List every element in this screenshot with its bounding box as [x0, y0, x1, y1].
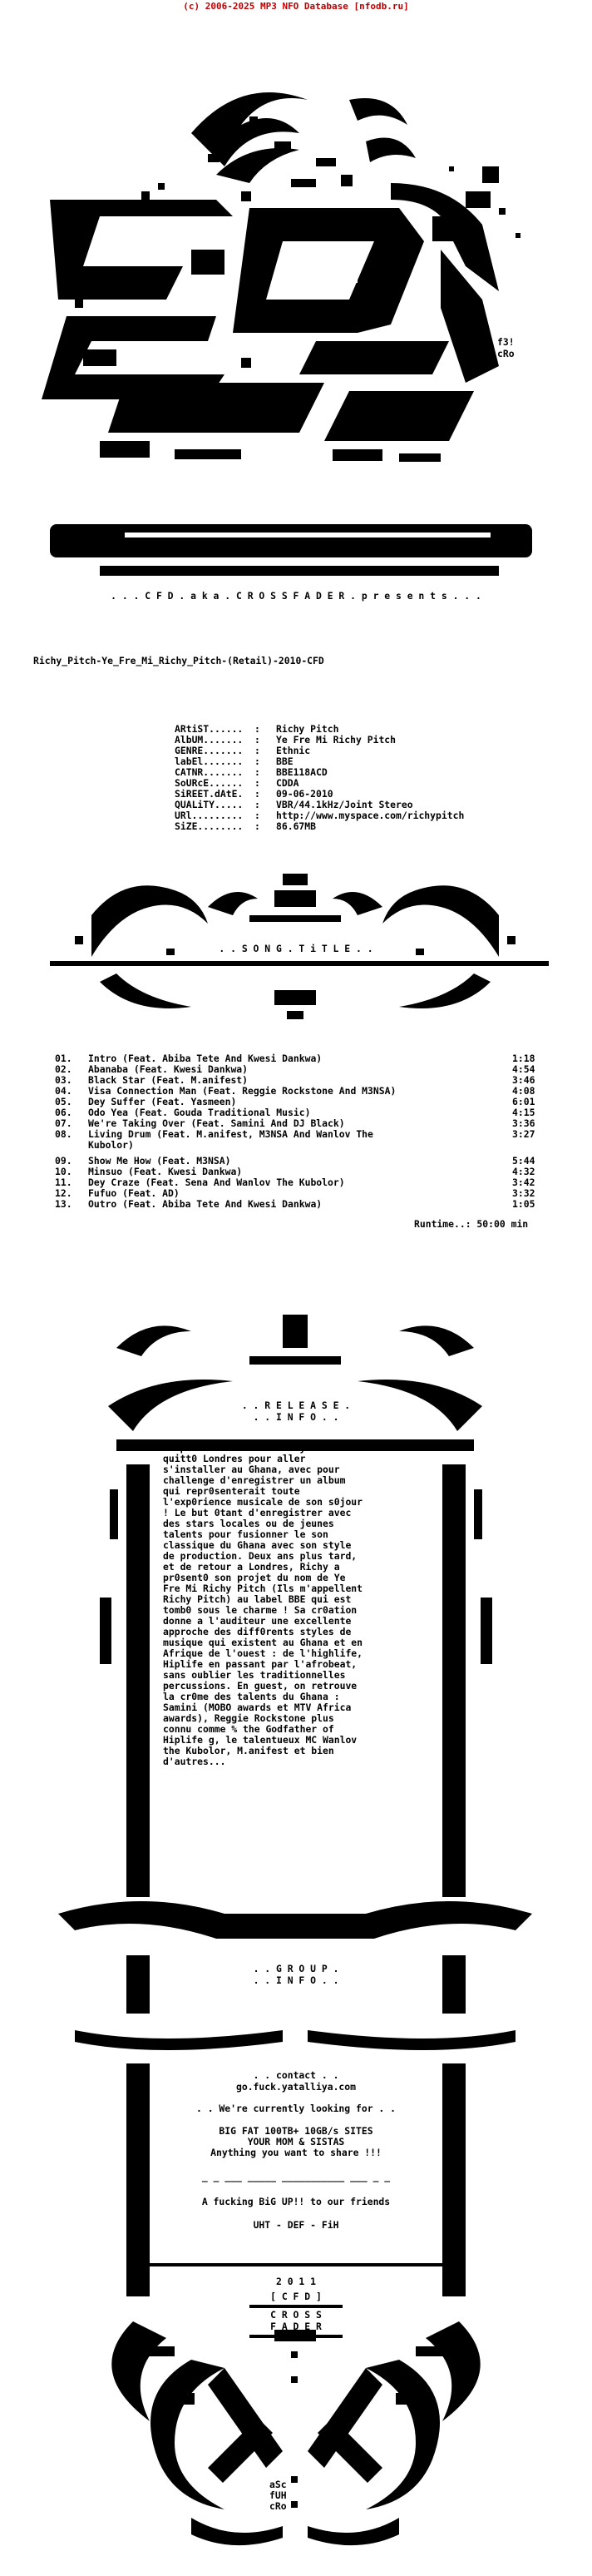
release-text-line: tomb0 sous le charme ! Sa cr0ation [163, 1604, 358, 1616]
dash-divider: _ _ ___ _____ ___________ ___ _ _ [201, 2171, 391, 2182]
info-value: Richy Pitch [276, 723, 339, 735]
release-text-line: s'installer au Ghana, avec pour [163, 1464, 340, 1475]
track-title: Black Star (Feat. M.anifest) [88, 1074, 249, 1086]
friends-line: A fucking BiG UP!! to our friends [201, 2196, 391, 2207]
track-number: 01. [55, 1053, 72, 1064]
track-number: 10. [55, 1166, 72, 1177]
info-key: ARtiST...... [175, 723, 244, 735]
track-title: Outro (Feat. Abiba Tete And Kwesi Dankwa) [88, 1198, 323, 1210]
track-time: 3:46 [512, 1074, 535, 1086]
info-value: http://www.myspace.com/richypitch [276, 810, 465, 821]
track-title: Dey Suffer (Feat. Yasmeen) [88, 1096, 237, 1107]
contact-address: go.fuck.yatalliya.com [235, 2081, 356, 2093]
info-key: GENRE....... [175, 745, 244, 756]
track-title: Dey Craze (Feat. Sena And Wanlov The Kubolor) [88, 1177, 345, 1188]
wanted-line: YOUR MOM & SISTAS [247, 2136, 345, 2147]
info-value: 09-06-2010 [276, 788, 333, 800]
info-key: CATNR....... [175, 766, 244, 778]
release-text-line: l'exp0rience musicale de son s0jour [163, 1496, 363, 1508]
release-text-line: awards), Reggie Rockstone plus [163, 1712, 334, 1724]
track-title: Kubolor) [88, 1139, 134, 1151]
release-text-line: Le producteur et DJ Richy Pitch a [163, 1442, 352, 1454]
info-row: AlbUM....... : Ye Fre Mi Richy Pitch [175, 734, 397, 746]
release-text-line: talents pour fusionner le son [163, 1528, 328, 1540]
wanted-line: Anything you want to share !!! [210, 2147, 382, 2158]
track-title: Living Drum (Feat. M.anifest, M3NSA And Wanlov The [88, 1128, 373, 1140]
info-key: SiZE........ [175, 820, 244, 832]
info-value: CDDA [276, 777, 299, 789]
track-title: Fufuo (Feat. AD) [88, 1187, 180, 1199]
track-time: 3:32 [512, 1187, 535, 1199]
release-text-line: de production. Deux ans plus tard, [163, 1550, 358, 1562]
track-row-continued [0, 1140, 592, 1152]
release-text-line: challenge d'enregistrer un album [163, 1474, 346, 1486]
info-row: SiZE........ : 86.67MB [175, 820, 317, 832]
release-info-label-1: . . R E L E A S E . [241, 1399, 351, 1411]
info-value: Ye Fre Mi Richy Pitch [276, 734, 397, 746]
track-number: 07. [55, 1117, 72, 1129]
nfodb-header: (c) 2006-2025 MP3 NFO Database [nfodb.ru] [183, 1, 409, 12]
track-time: 3:27 [512, 1128, 535, 1140]
track-title: Minsuo (Feat. Kwesi Dankwa) [88, 1166, 243, 1177]
info-key: labEl....... [175, 755, 244, 767]
release-text-line: ! Le but 0tant d'enregistrer avec [163, 1507, 352, 1518]
footer-year: 2 0 1 1 [275, 2276, 316, 2287]
info-key: SoURcE...... [175, 777, 244, 789]
release-text-line: Richy Pitch) au label BBE qui est [163, 1593, 352, 1605]
release-text-line: la cr0me des talents du Ghana : [163, 1691, 340, 1702]
track-number: 05. [55, 1096, 72, 1107]
logo-tag-f3: f3! [497, 336, 515, 348]
track-title: Visa Connection Man (Feat. Reggie Rockstone And M3NSA) [88, 1085, 397, 1097]
friends-groups: UHT - DEF - FiH [253, 2219, 339, 2231]
track-number: 11. [55, 1177, 72, 1188]
info-row: CATNR....... : BBE118ACD [175, 766, 328, 778]
track-row [0, 1199, 592, 1211]
info-row: URl......... : http://www.myspace.com/richypitch [175, 810, 465, 821]
logo-tag-cro: cRo [497, 348, 515, 359]
track-title: We're Taking Over (Feat. Samini And DJ Black) [88, 1117, 345, 1129]
footer-fader: F A D E R [270, 2321, 322, 2332]
info-row: QUALiTY..... : VBR/44.1kHz/Joint Stereo [175, 799, 413, 810]
release-text-line: pr0sent0 son projet du nom de Ye [163, 1572, 346, 1583]
group-info-label-1: . . G R O U P . [253, 1963, 339, 1974]
release-text-line: approche des diff0rents styles de [163, 1626, 352, 1637]
track-time: 3:36 [512, 1117, 535, 1129]
release-text-line: sans oublier les traditionnelles [163, 1669, 346, 1681]
track-title: Abanaba (Feat. Kwesi Dankwa) [88, 1063, 249, 1075]
signature: cRo [269, 2500, 287, 2512]
release-text-line: des stars locales ou de jeunes [163, 1518, 334, 1529]
info-row: GENRE....... : Ethnic [175, 745, 311, 756]
footer-cross: C R O S S [270, 2309, 322, 2321]
release-text-line: Afrique de l'ouest : de l'highlife, [163, 1647, 363, 1659]
track-title: Odo Yea (Feat. Gouda Traditional Music) [88, 1107, 311, 1118]
runtime: Runtime..: 50:00 min [414, 1218, 529, 1230]
track-time: 1:05 [512, 1198, 535, 1210]
track-number: 09. [55, 1155, 72, 1167]
release-text-line: classique du Ghana avec son style [163, 1539, 352, 1551]
info-row: SiREET.dAtE. : 09-06-2010 [175, 788, 333, 800]
info-key: AlbUM....... [175, 734, 244, 746]
track-number: 08. [55, 1128, 72, 1140]
release-name: Richy_Pitch-Ye_Fre_Mi_Richy_Pitch-(Retail)-2010-CFD [33, 655, 324, 666]
wanted-line: BIG FAT 100TB+ 10GB/s SITES [219, 2125, 373, 2137]
release-text-line: Hiplife en passant par l'afrobeat, [163, 1658, 358, 1670]
info-value: BBE118ACD [276, 766, 328, 778]
signature: aSc [269, 2479, 287, 2490]
footer-cfd-tag: [ C F D ] [270, 2291, 322, 2302]
track-title: Intro (Feat. Abiba Tete And Kwesi Dankwa) [88, 1053, 323, 1064]
info-row: ARtiST...... : Richy Pitch [175, 723, 339, 735]
track-time: 5:44 [512, 1155, 535, 1167]
track-time: 4:08 [512, 1085, 535, 1097]
track-time: 4:32 [512, 1166, 535, 1177]
release-text-line: qui repr0senterait toute [163, 1485, 300, 1497]
release-text-line: Samini (MOBO awards et MTV Africa [163, 1702, 352, 1713]
release-text-line: connu comme % the Godfather of [163, 1723, 334, 1735]
info-value: Ethnic [276, 745, 311, 756]
track-title: Show Me How (Feat. M3NSA) [88, 1155, 231, 1167]
release-text-line: Hiplife g, le talentueux MC Wanlov [163, 1734, 358, 1746]
release-text-line: percussions. En guest, on retrouve [163, 1680, 358, 1692]
track-number: 03. [55, 1074, 72, 1086]
info-key: SiREET.dAtE. [175, 788, 244, 800]
track-number: 13. [55, 1198, 72, 1210]
signature: fUH [269, 2489, 287, 2501]
release-text-line: donne a l'auditeur une excellente [163, 1615, 352, 1627]
info-row: labEl....... : BBE [175, 755, 294, 767]
footer-knot-art [0, 2301, 592, 2576]
presents-line: . . . C F D . a k a . C R O S S F A D E R . p r e s e n t s . . . [111, 590, 481, 602]
track-time: 3:42 [512, 1177, 535, 1188]
info-key: QUALiTY..... [175, 799, 244, 810]
info-value: 86.67MB [276, 820, 317, 832]
track-time: 1:18 [512, 1053, 535, 1064]
release-info-label-2: . . I N F O . . [253, 1411, 339, 1423]
info-value: BBE [276, 755, 294, 767]
group-info-label-2: . . I N F O . . [253, 1974, 339, 1986]
track-time: 4:54 [512, 1063, 535, 1075]
release-text-line: d'autres... [163, 1756, 226, 1767]
looking-for-line: . . We're currently looking for . . [195, 2103, 397, 2114]
info-key: URl......... [175, 810, 244, 821]
song-title-label: . . S O N G . T i T L E . . [219, 943, 373, 954]
cfd-logo-art [0, 0, 592, 632]
info-row: SoURcE...... : CDDA [175, 777, 299, 789]
release-text-line: et de retour a Londres, Richy a [163, 1561, 340, 1573]
release-text-line: quitt0 Londres pour aller [163, 1453, 306, 1464]
track-time: 6:01 [512, 1096, 535, 1107]
track-number: 06. [55, 1107, 72, 1118]
track-number: 12. [55, 1187, 72, 1199]
release-text-line: musique qui existent au Ghana et en [163, 1637, 363, 1648]
release-text-line: the Kubolor, M.anifest et bien [163, 1745, 334, 1756]
track-number: 02. [55, 1063, 72, 1075]
track-time: 4:15 [512, 1107, 535, 1118]
info-value: VBR/44.1kHz/Joint Stereo [276, 799, 413, 810]
contact-label: . . contact . . [253, 2069, 339, 2081]
track-number: 04. [55, 1085, 72, 1097]
release-text-line: Fre Mi Richy Pitch (Ils m'appellent [163, 1583, 363, 1594]
